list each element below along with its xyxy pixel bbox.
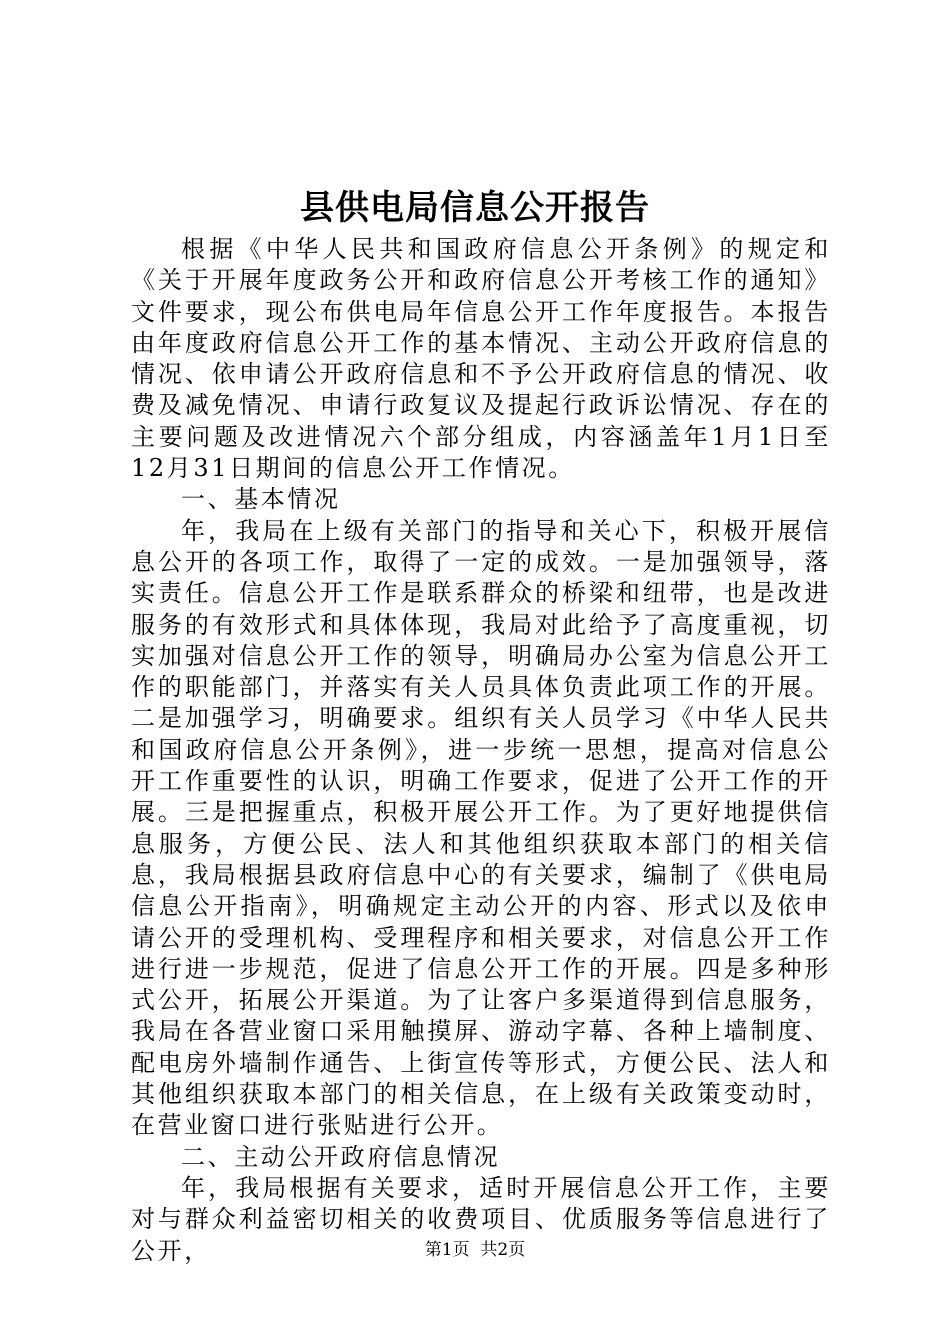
- document-title: 县供电局信息公开报告: [300, 188, 650, 228]
- paragraph-active-disclosure: 年，我局根据有关要求，适时开展信息公开工作，主要对与群众利益密切相关的收费项目、优质服务等信息进行了公开，: [131, 1173, 831, 1265]
- paragraph-basic: 年，我局在上级有关部门的指导和关心下，积极开展信息公开的各项工作，取得了一定的成效。一是加强领导，落实责任。信息公开工作是联系群众的桥梁和纽带，也是改进服务的有效形式和具体体现，我局对此给予了高度重视，切实加强对信息公开工作的领导，明确局办公室为信息公开工作的职能部门，并落实有关人员具体负责此项工作的开展。二是加强学习，明确要求。组织有关人员学习《中华人民共和国政府信息公开条例》，进一步统一思想，提高对信息公开工作重要性的认识，明确工作要求，促进了公开工作的开展。三是把握重点，积极开展公开工作。为了更好地提供信息服务，方便公民、法人和其他组织获取本部门的相关信息，我局根据县政府信息中心的有关要求，编制了《供电局信息公开指南》，明确规定主动公开的内容、形式以及依申请公开的受理机构、受理程序和相关要求，对信息公开工作进行进一步规范，促进了信息公开工作的开展。四是多种形式公开，拓展公开渠道。为了让客户多渠道得到信息服务，我局在各营业窗口采用触摸屏、游动字幕、各种上墙制度、配电房外墙制作通告、上街宣传等形式，方便公民、法人和其他组织获取本部门的相关信息，在上级有关政策变动时，在营业窗口进行张贴进行公开。: [131, 516, 831, 1140]
- page-total: 共2页: [480, 1240, 526, 1260]
- page-number: 第1页: [424, 1240, 470, 1260]
- section-heading-basic: 一、基本情况: [181, 485, 341, 514]
- paragraph-intro: 根据《中华人民共和国政府信息公开条例》的规定和《关于开展年度政务公开和政府信息公开考核工作的通知》文件要求，现公布供电局年信息公开工作年度报告。本报告由年度政府信息公开工作的基本情况、主动公开政府信息的情况、依申请公开政府信息和不予公开政府信息的情况、收费及减免情况、申请行政复议及提起行政诉讼情况、存在的主要问题及改进情况六个部分组成，内容涵盖年1月1日至12月31日期间的信息公开工作情况。: [131, 235, 831, 483]
- document-body: [131, 234, 831, 1267]
- section-heading-active-disclosure: 二、主动公开政府信息情况: [181, 1142, 501, 1171]
- page-footer: [0, 1238, 950, 1262]
- footer-separator: [470, 1240, 481, 1260]
